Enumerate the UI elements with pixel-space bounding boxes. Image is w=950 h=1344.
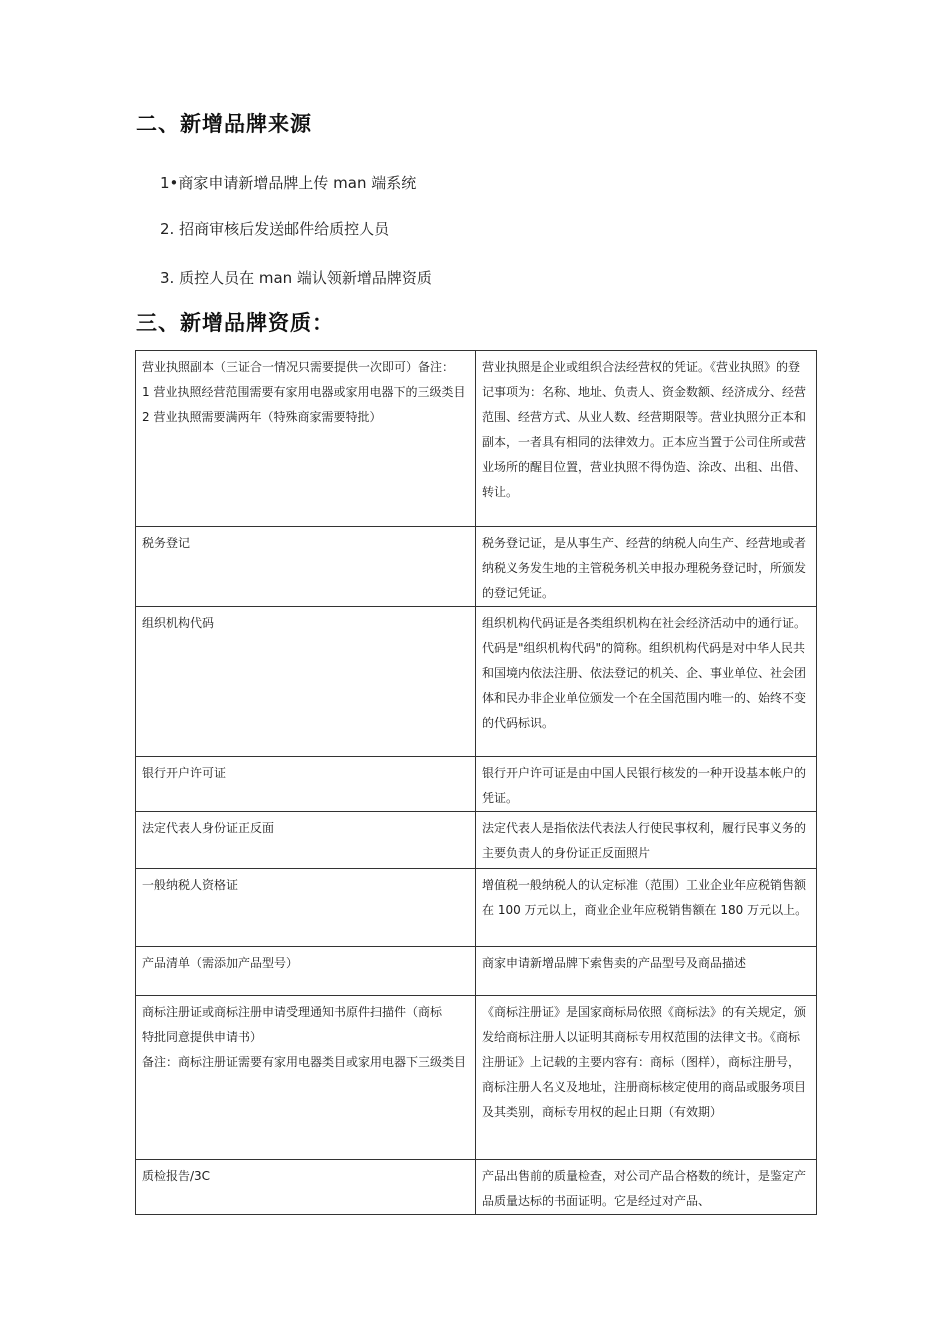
table-row (136, 351, 817, 527)
qualification-description: 商家申请新增品牌下索售卖的产品型号及商品描述 (476, 947, 817, 996)
step-2: 2. 招商审核后发送邮件给质控人员 (160, 220, 390, 238)
qualification-item: 产品清单（需添加产品型号） (136, 947, 476, 996)
qualification-description: 组织机构代码证是各类组织机构在社会经济活动中的通行证。代码是"组织机构代码"的简称。组织机构代码是对中华人民共和国境内依法注册、依法登记的机关、企、事业单位、社会团体和民办非企业单位颁发一个在全国范围内唯一的、始终不变的代码标识。 (476, 607, 817, 757)
qualification-description: 营业执照是企业或组织合法经营权的凭证。《营业执照》的登记事项为：名称、地址、负责人、资金数额、经济成分、经营范围、经营方式、从业人数、经营期限等。营业执照分正本和副本，一者具有相同的法律效力。正本应当置于公司住所或营业场所的醒目位置，营业执照不得伪造、涂改、出租、出借、转让。 (476, 351, 817, 527)
qualification-item: 商标注册证或商标注册申请受理通知书原件扫描件（商标 特批同意提供申请书） 备注：商标注册证需要有家用电器类目或家用电器下三级类目 (136, 996, 476, 1160)
qualification-item: 组织机构代码 (136, 607, 476, 757)
qualification-description: 银行开户许可证是由中国人民银行核发的一种开设基本帐户的凭证。 (476, 757, 817, 812)
table-row (136, 812, 817, 869)
qualification-item: 质检报告/3C (136, 1160, 476, 1215)
table-row (136, 757, 817, 812)
qualification-item: 银行开户许可证 (136, 757, 476, 812)
section-heading-new-brand-source: 二、新增品牌来源 (136, 112, 312, 136)
table-row (136, 1160, 817, 1215)
qualification-description: 《商标注册证》是国家商标局依照《商标法》的有关规定，颁发给商标注册人以证明其商标专用权范围的法律文书。《商标注册证》上记载的主要内容有：商标（图样），商标注册号，商标注册人名义及地址，注册商标核定使用的商品或服务项目及其类别，商标专用权的起止日期（有效期） (476, 996, 817, 1160)
qualification-item: 税务登记 (136, 527, 476, 607)
qualification-description: 税务登记证，是从事生产、经营的纳税人向生产、经营地或者纳税义务发生地的主管税务机关申报办理税务登记时，所颁发的登记凭证。 (476, 527, 817, 607)
qualification-description: 法定代表人是指依法代表法人行使民事权利，履行民事义务的主要负责人的身份证正反面照片 (476, 812, 817, 869)
section-heading-new-brand-qualification: 三、新增品牌资质： (136, 311, 334, 335)
qualification-description: 产品出售前的质量检查，对公司产品合格数的统计，是鉴定产品质量达标的书面证明。它是经过对产品、 (476, 1160, 817, 1215)
qualification-item: 法定代表人身份证正反面 (136, 812, 476, 869)
table-row (136, 947, 817, 996)
table-row (136, 527, 817, 607)
step-1: 1•商家申请新增品牌上传 man 端系统 (160, 174, 417, 192)
step-3: 3. 质控人员在 man 端认领新增品牌资质 (160, 269, 432, 287)
qualification-table (135, 350, 817, 1215)
qualification-description: 增值税一般纳税人的认定标准（范围）工业企业年应税销售额在 100 万元以上，商业企业年应税销售额在 180 万元以上。 (476, 869, 817, 947)
qualification-item: 营业执照副本（三证合一情况只需要提供一次即可）备注： 1 营业执照经营范围需要有家用电器或家用电器下的三级类目 2 营业执照需要满两年（特殊商家需要特批） (136, 351, 476, 527)
table-row (136, 996, 817, 1160)
qualification-item: 一般纳税人资格证 (136, 869, 476, 947)
table-row (136, 607, 817, 757)
table-row (136, 869, 817, 947)
